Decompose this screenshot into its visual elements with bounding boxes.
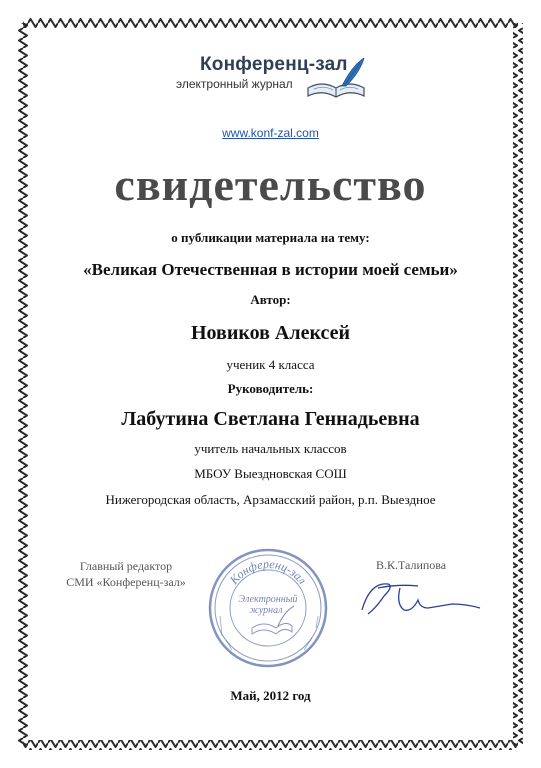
stamp-inner-line2: журнал [249, 605, 283, 616]
logo-title: Конференц-зал [200, 54, 348, 75]
editor-media: СМИ «Конференц-зал» [66, 575, 186, 589]
issue-date: Май, 2012 год [230, 688, 311, 703]
journal-logo [176, 54, 376, 104]
official-stamp [206, 546, 330, 670]
school-region: Нижегородская область, Арзамасский район, р.п. Выездное [105, 492, 436, 507]
svg-text:Конференц-зал [226, 557, 309, 588]
author-label: Автор: [250, 292, 291, 307]
editor-title: Главный редактор [79, 559, 173, 573]
book-quill-icon [304, 58, 368, 102]
logo-subtitle: электронный журнал [176, 77, 293, 91]
author-name: Новиков Алексей [190, 322, 351, 344]
stamp-inner-line1: Электронный [238, 594, 298, 605]
publication-line: о публикации материала на тему: [171, 230, 370, 245]
supervisor-name: Лабутина Светлана Геннадьевна [121, 408, 420, 430]
supervisor-position: учитель начальных классов [194, 441, 347, 456]
certificate-title: свидетельство [114, 159, 427, 210]
signer-name: В.К.Талипова [376, 558, 447, 572]
stamp-outer-text: Конференц-зал [226, 556, 310, 587]
school-name: МБОУ Выездновская СОШ [194, 466, 347, 481]
author-grade: ученик 4 класса [226, 357, 315, 372]
website-link[interactable]: www.konf-zal.com [222, 126, 319, 140]
topic-title: «Великая Отечественная в истории моей семьи» [83, 260, 458, 279]
supervisor-label: Руководитель: [227, 381, 314, 396]
editor-block [56, 558, 196, 590]
handwritten-signature [348, 574, 488, 622]
